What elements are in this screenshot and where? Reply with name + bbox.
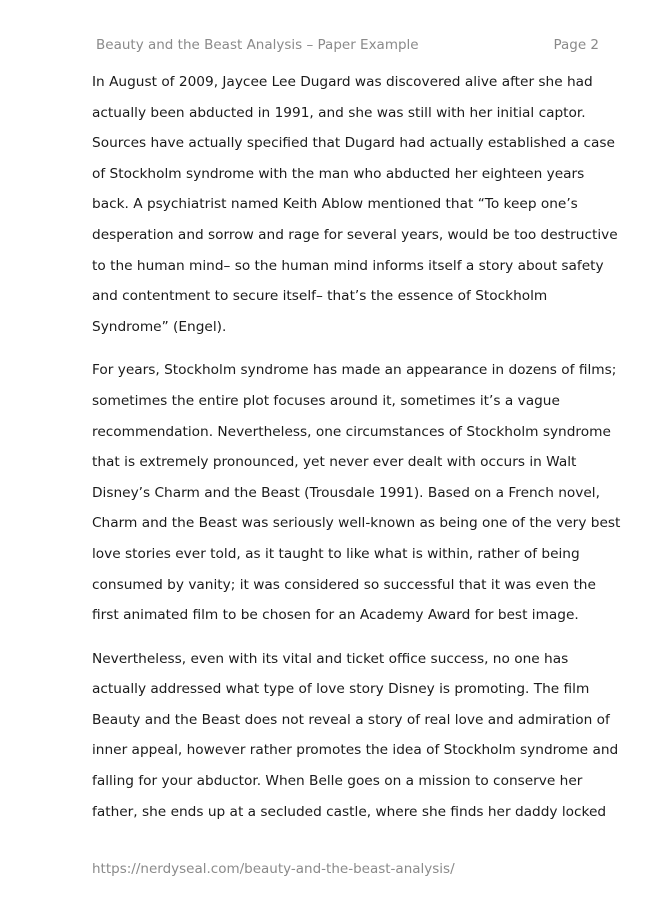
source-url: https://nerdyseal.com/beauty-and-the-beast-analysis/ xyxy=(92,861,455,877)
text-line: that is extremely pronounced, yet never ever dealt with occurs in Walt xyxy=(92,454,577,471)
text-line: love stories ever told, as it taught to like what is within, rather of being xyxy=(92,545,580,562)
text-line: actually been abducted in 1991, and she was still with her initial captor. xyxy=(92,104,586,121)
text-line: Charm and the Beast was seriously well-known as being one of the very best xyxy=(92,515,621,532)
text-line: sometimes the entire plot focuses around it, sometimes it’s a vague xyxy=(92,392,560,409)
document-body xyxy=(92,67,621,827)
text-line: inner appeal, however rather promotes the idea of Stockholm syndrome and xyxy=(92,742,619,759)
text-line: recommendation. Nevertheless, one circumstances of Stockholm syndrome xyxy=(92,423,611,440)
text-line: first animated film to be chosen for an Academy Award for best image. xyxy=(92,607,579,624)
text-line: Syndrome” (Engel). xyxy=(92,318,227,335)
text-line: of Stockholm syndrome with the man who abducted her eighteen years xyxy=(92,165,585,182)
text-line: desperation and sorrow and rage for several years, would be too destructive xyxy=(92,226,618,243)
text-line: and contentment to secure itself– that’s the essence of Stockholm xyxy=(92,288,548,305)
text-line: Sources have actually specified that Dugard had actually established a case xyxy=(92,135,615,152)
text-line: back. A psychiatrist named Keith Ablow mentioned that “To keep one’s xyxy=(92,196,578,213)
paragraph-3 xyxy=(92,644,619,828)
page-number: Page 2 xyxy=(553,37,599,53)
document-title: Beauty and the Beast Analysis – Paper Example xyxy=(96,37,419,53)
text-line: to the human mind– so the human mind informs itself a story about safety xyxy=(92,257,604,274)
text-line: consumed by vanity; it was considered so successful that it was even the xyxy=(92,576,596,593)
text-line: In August of 2009, Jaycee Lee Dugard was discovered alive after she had xyxy=(92,74,593,90)
text-line: Beauty and the Beast does not reveal a story of real love and admiration of xyxy=(92,711,610,728)
text-line: For years, Stockholm syndrome has made an appearance in dozens of films; xyxy=(92,362,617,379)
text-line: father, she ends up at a secluded castle, where she finds her daddy locked xyxy=(92,803,607,820)
text-line: Disney’s Charm and the Beast (Trousdale 1991). Based on a French novel, xyxy=(92,484,600,501)
page-header xyxy=(96,37,599,55)
text-line: falling for your abductor. When Belle goes on a mission to conserve her xyxy=(92,773,583,790)
text-line: actually addressed what type of love story Disney is promoting. The film xyxy=(92,681,590,698)
paragraph-2 xyxy=(92,355,621,630)
paragraph-1 xyxy=(92,67,618,342)
text-line: Nevertheless, even with its vital and ticket office success, no one has xyxy=(92,650,569,667)
